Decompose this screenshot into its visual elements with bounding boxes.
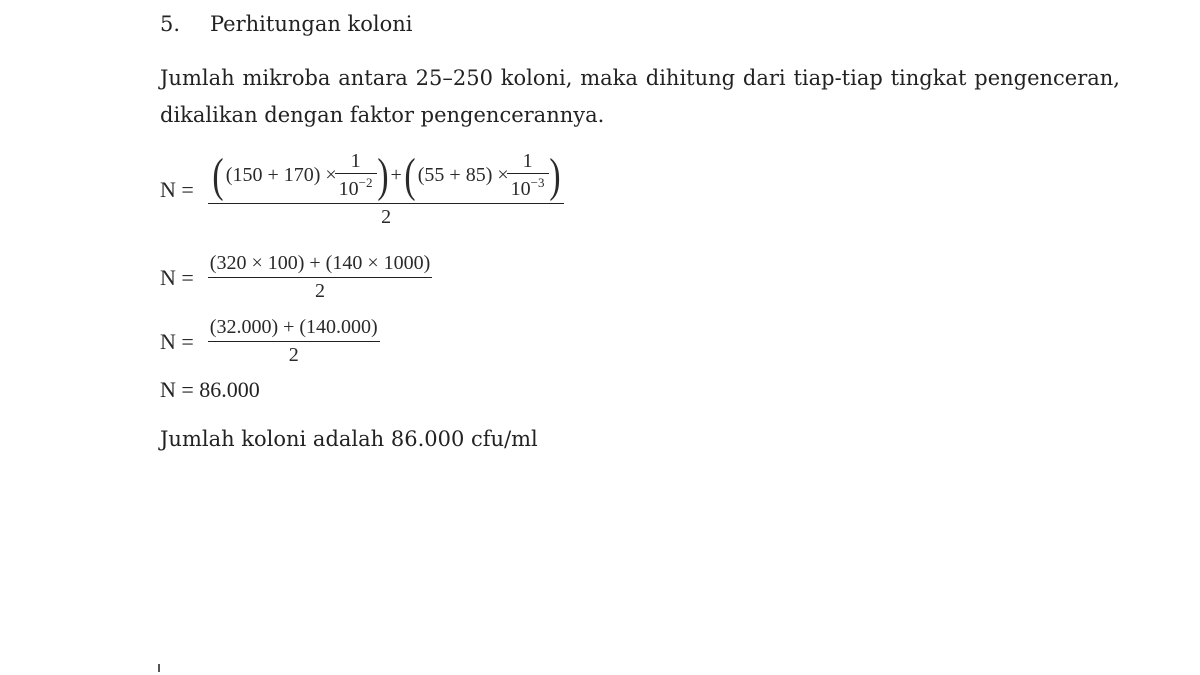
inner-fraction-2-numerator: 1 xyxy=(507,150,549,174)
equation-2 xyxy=(160,252,432,303)
intro-paragraph: Jumlah mikroba antara 25–250 koloni, maka dihitung dari tiap-tiap tingkat pengenceran, dikalikan dengan faktor pengencerannya. xyxy=(160,66,1120,127)
equation-1-numerator xyxy=(208,150,565,204)
inner-fraction-1 xyxy=(339,150,373,201)
equation-3-numerator: (32.000) + (140.000) xyxy=(208,316,380,342)
equation-4-result: N = 86.000 xyxy=(160,377,260,402)
inner-fraction-1-numerator: 1 xyxy=(335,150,377,174)
equation-1 xyxy=(160,150,564,229)
equation-1-term-1: (150 + 170) × xyxy=(225,164,337,186)
inner-fraction-2 xyxy=(511,150,545,201)
equation-2-numerator: (320 × 100) + (140 × 1000) xyxy=(208,252,432,278)
left-paren: ( xyxy=(212,148,224,202)
equation-1-fraction xyxy=(208,150,565,229)
power-exponent: −3 xyxy=(530,175,545,190)
section-heading xyxy=(160,12,413,36)
equation-3-lhs: N = xyxy=(160,328,194,354)
left-paren: ( xyxy=(404,148,416,202)
equation-2-denominator: 2 xyxy=(315,280,326,302)
equation-1-lhs: N = xyxy=(160,176,194,202)
equation-3-fraction xyxy=(208,316,380,367)
power-exponent: −2 xyxy=(358,175,373,190)
inner-fraction-2-denominator xyxy=(511,174,545,201)
equation-2-lhs: N = xyxy=(160,264,194,290)
equation-1-term-2: (55 + 85) × xyxy=(417,164,509,186)
equation-1-denominator: 2 xyxy=(381,206,392,228)
power-base: 10 xyxy=(510,178,531,200)
equation-2-fraction xyxy=(208,252,432,303)
equation-3-denominator: 2 xyxy=(288,344,299,366)
section-number: 5. xyxy=(160,12,181,36)
plus-sign: + xyxy=(390,164,402,186)
scan-mark xyxy=(158,664,160,672)
inner-fraction-1-denominator xyxy=(339,174,373,201)
section-title: Perhitungan koloni xyxy=(210,12,413,36)
conclusion-text: Jumlah koloni adalah 86.000 cfu/ml xyxy=(160,427,538,451)
right-paren: ) xyxy=(548,148,561,202)
equation-3 xyxy=(160,316,380,367)
power-base: 10 xyxy=(338,178,359,200)
right-paren: ) xyxy=(376,148,389,202)
